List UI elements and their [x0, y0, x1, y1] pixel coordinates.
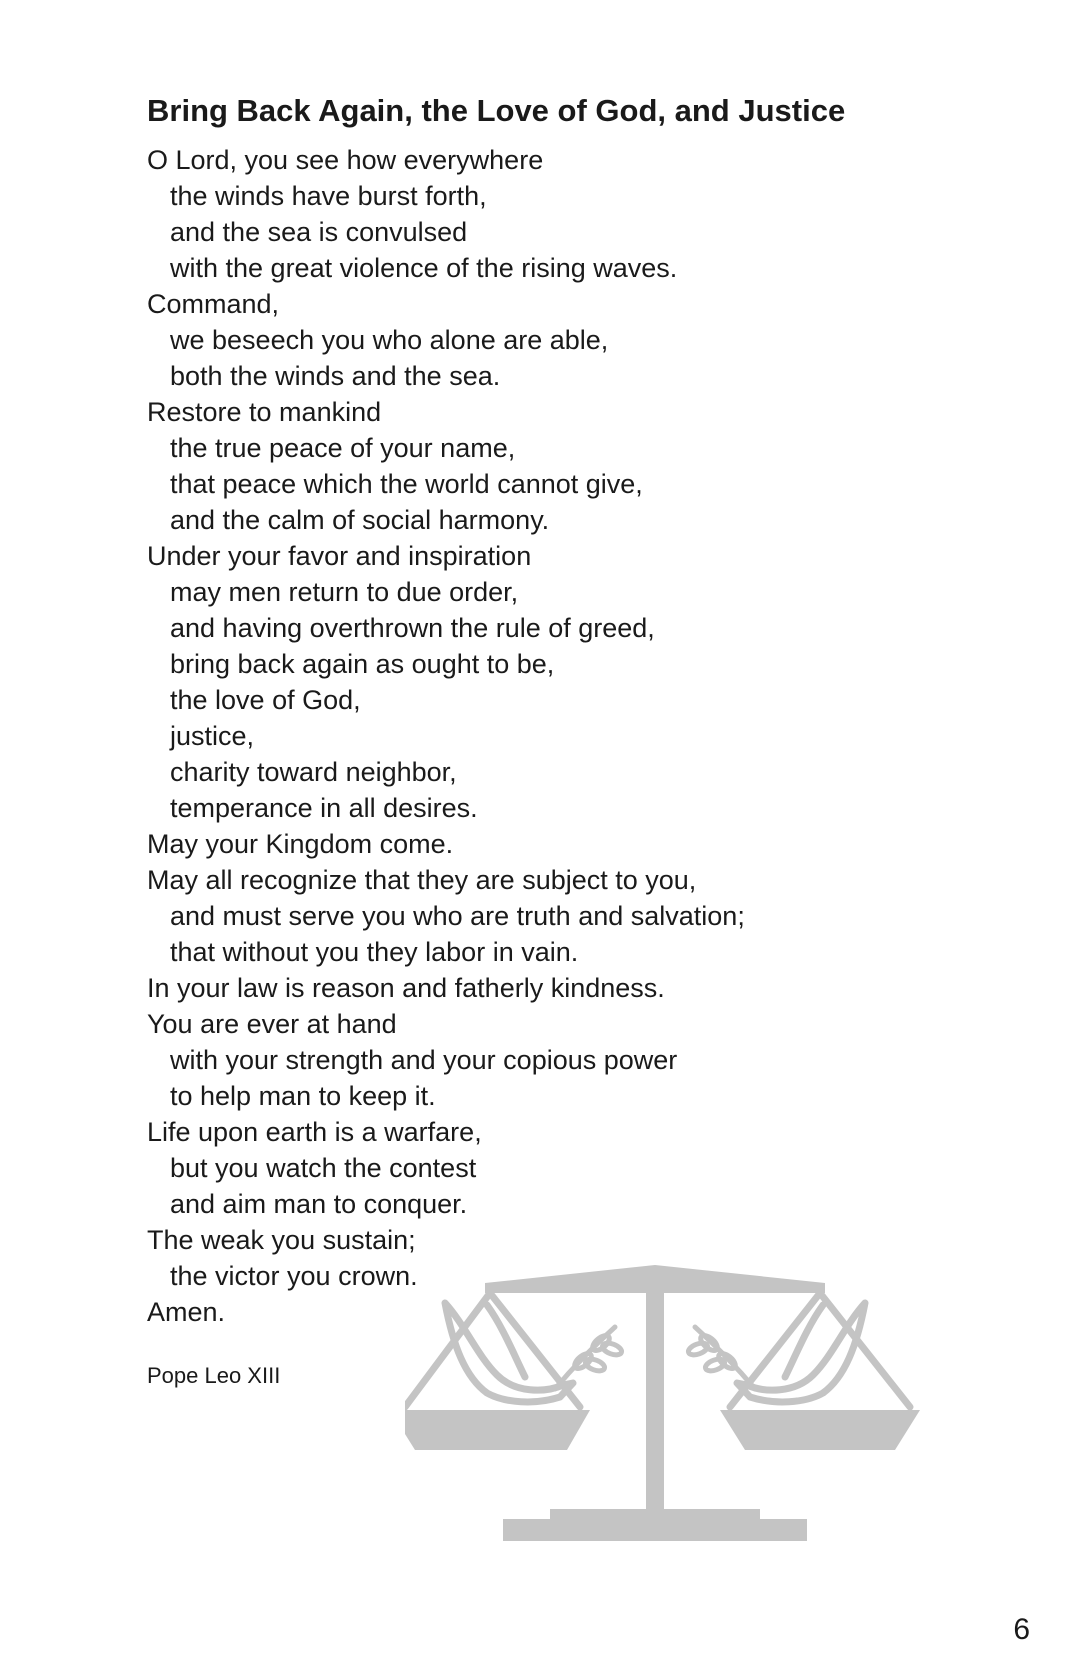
- prayer-line: that peace which the world cannot give,: [170, 469, 643, 499]
- prayer-line: bring back again as ought to be,: [170, 649, 555, 679]
- prayer-text: [147, 142, 745, 1330]
- scales-with-doves-icon: [405, 1265, 985, 1570]
- prayer-line: may men return to due order,: [170, 577, 519, 607]
- prayer-line: and aim man to conquer.: [170, 1189, 468, 1219]
- prayer-line: Restore to mankind: [147, 397, 382, 427]
- prayer-line: Under your favor and inspiration: [147, 541, 532, 571]
- prayer-line: the true peace of your name,: [170, 433, 516, 463]
- prayer-line: but you watch the contest: [170, 1153, 477, 1183]
- prayer-line: and the calm of social harmony.: [170, 505, 550, 535]
- prayer-line: You are ever at hand: [147, 1009, 397, 1039]
- prayer-line: we beseech you who alone are able,: [170, 325, 609, 355]
- prayer-line: justice,: [170, 721, 255, 751]
- prayer-line: The weak you sustain;: [147, 1225, 416, 1255]
- prayer-line: charity toward neighbor,: [170, 757, 457, 787]
- prayer-title: Bring Back Again, the Love of God, and Justice: [147, 93, 846, 128]
- prayer-line: to help man to keep it.: [170, 1081, 436, 1111]
- attribution: Pope Leo XIII: [147, 1363, 281, 1388]
- prayer-line: with the great violence of the rising waves.: [170, 253, 678, 283]
- prayer-line: and the sea is convulsed: [170, 217, 468, 247]
- prayer-line: and having overthrown the rule of greed,: [170, 613, 655, 643]
- prayer-line: with your strength and your copious power: [170, 1045, 678, 1075]
- prayer-line: In your law is reason and fatherly kindness.: [147, 973, 665, 1003]
- prayer-line: the winds have burst forth,: [170, 181, 487, 211]
- prayer-line: the victor you crown.: [170, 1261, 418, 1291]
- prayer-line: Command,: [147, 289, 280, 319]
- prayer-line: that without you they labor in vain.: [170, 937, 579, 967]
- prayer-line: both the winds and the sea.: [170, 361, 501, 391]
- page-number: 6: [1013, 1613, 1030, 1646]
- prayer-line: temperance in all desires.: [170, 793, 478, 823]
- prayer-line: and must serve you who are truth and salvation;: [170, 901, 745, 931]
- prayer-line: the love of God,: [170, 685, 361, 715]
- prayer-line: May your Kingdom come.: [147, 829, 454, 859]
- prayer-line: Life upon earth is a warfare,: [147, 1117, 482, 1147]
- prayer-line: Amen.: [147, 1297, 226, 1327]
- prayer-line: May all recognize that they are subject to you,: [147, 865, 697, 895]
- prayer-line: O Lord, you see how everywhere: [147, 145, 544, 175]
